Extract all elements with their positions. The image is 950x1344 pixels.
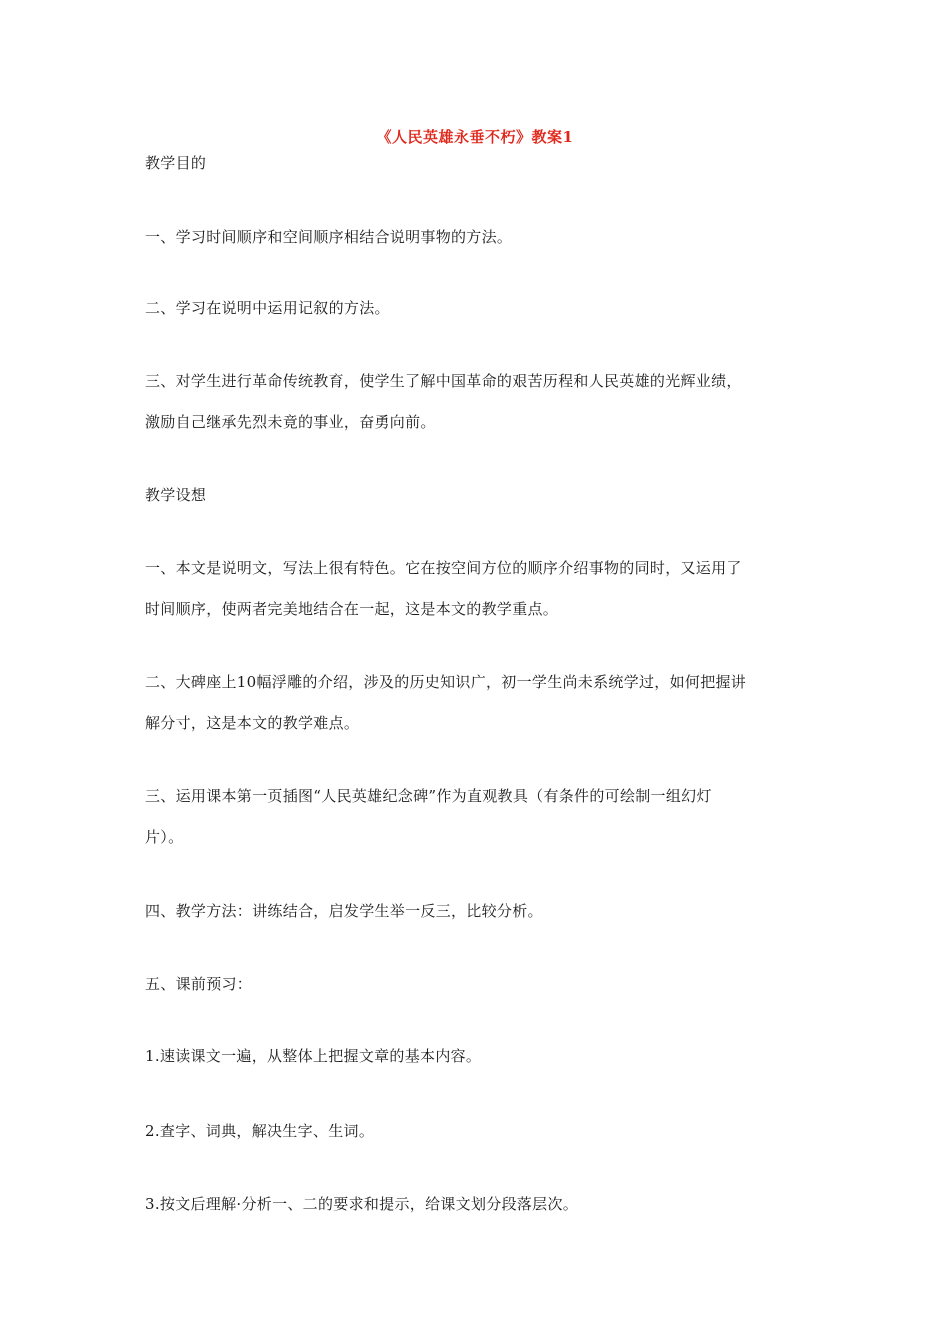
section-heading-goals: 教学目的 xyxy=(145,154,207,172)
design-item-1: 一、本文是说明文，写法上很有特色。它在按空间方位的顺序介绍事物的同时，又运用了 xyxy=(145,559,742,577)
design-item-1-continued: 时间顺序，使两者完美地结合在一起，这是本文的教学重点。 xyxy=(145,600,559,618)
design-item-3: 三、运用课本第一页插图“人民英雄纪念碑”作为直观教具（有条件的可绘制一组幻灯 xyxy=(145,787,712,805)
design-item-2: 二、大碑座上10幅浮雕的介绍，涉及的历史知识广，初一学生尚未系统学过，如何把握讲 xyxy=(145,673,747,691)
design-item-4: 四、教学方法：讲练结合，启发学生举一反三，比较分析。 xyxy=(145,902,543,920)
goal-item-3: 三、对学生进行革命传统教育，使学生了解中国革命的艰苦历程和人民英雄的光辉业绩， xyxy=(145,372,742,390)
document-title: 《人民英雄永垂不朽》教案1 xyxy=(376,128,574,146)
goal-item-1: 一、学习时间顺序和空间顺序相结合说明事物的方法。 xyxy=(145,228,513,246)
preview-step-2: 2.查字、词典，解决生字、生词。 xyxy=(145,1122,375,1140)
design-item-5: 五、课前预习： xyxy=(145,975,253,993)
preview-step-3: 3.按文后理解·分析一、二的要求和提示，给课文划分段落层次。 xyxy=(145,1195,579,1213)
section-heading-design: 教学设想 xyxy=(145,486,207,504)
goal-item-3-continued: 激励自己继承先烈未竟的事业，奋勇向前。 xyxy=(145,413,436,431)
design-item-2-continued: 解分寸，这是本文的教学难点。 xyxy=(145,714,360,732)
design-item-3-continued: 片）。 xyxy=(145,828,184,846)
goal-item-2: 二、学习在说明中运用记叙的方法。 xyxy=(145,299,390,317)
preview-step-1: 1.速读课文一遍，从整体上把握文章的基本内容。 xyxy=(145,1047,482,1065)
